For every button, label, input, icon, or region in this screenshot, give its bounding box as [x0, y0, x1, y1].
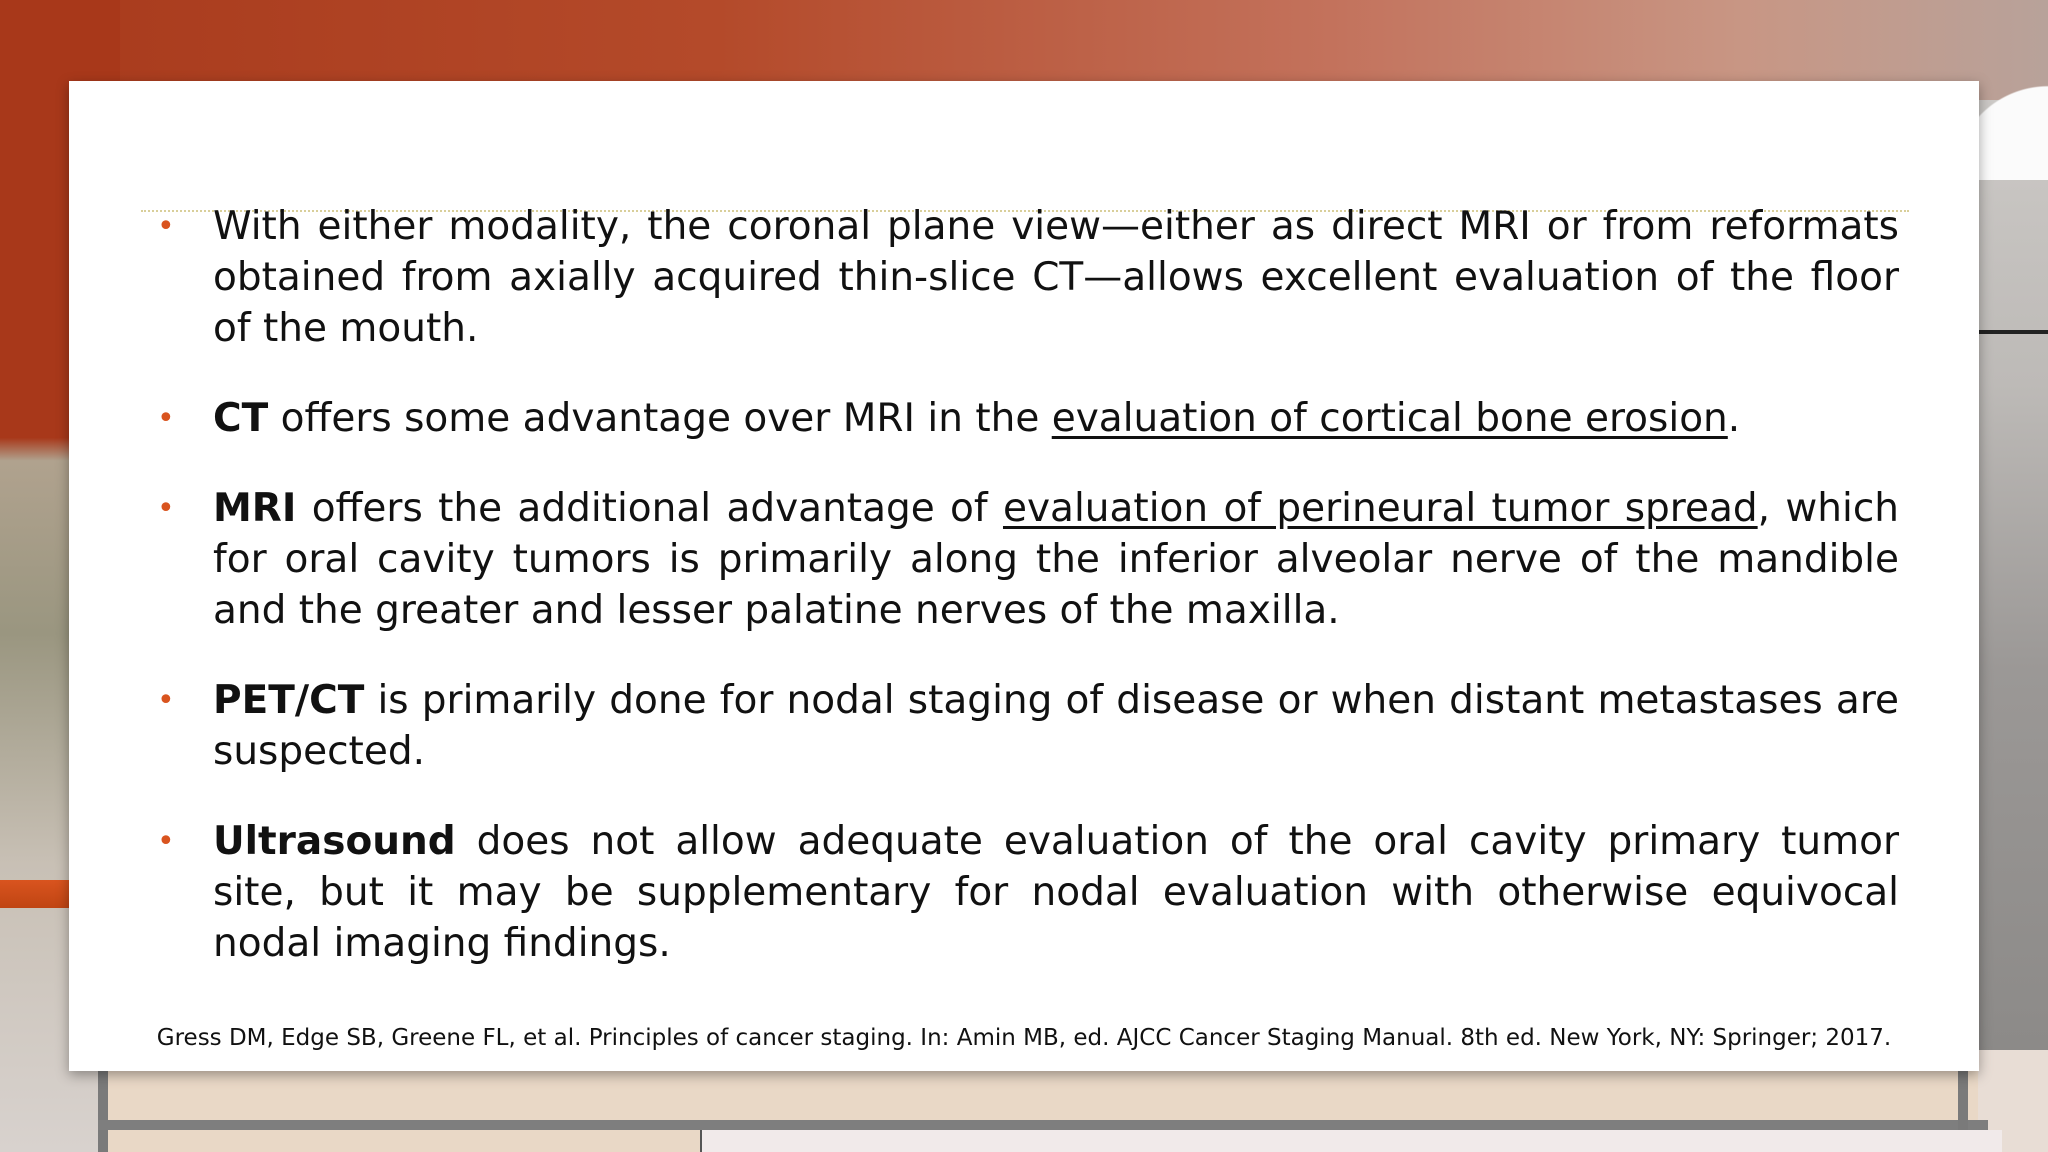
background-bottom-tile	[700, 1130, 2002, 1152]
bullet-icon: •	[157, 401, 175, 436]
bullet-icon: •	[157, 491, 175, 526]
bullet-text: offers the additional advantage of	[296, 486, 1003, 531]
bullet-item-ct	[149, 393, 1899, 444]
bullet-underlined: evaluation of perineural tumor spread	[1002, 486, 1758, 531]
bullet-lead: CT	[213, 396, 269, 441]
bullet-item-ultrasound	[149, 816, 1899, 969]
bullet-underlined: evaluation of cortical bone erosion	[1051, 396, 1728, 441]
bullet-lead: MRI	[213, 486, 297, 531]
background-accent-stripe	[0, 880, 80, 908]
bullet-item-modality	[149, 201, 1899, 354]
bullet-icon: •	[157, 824, 175, 859]
bullet-list	[149, 201, 1899, 1008]
bullet-item-mri	[149, 483, 1899, 636]
bullet-text: is primarily done for nodal staging of disease or when distant metastases are suspected.	[213, 678, 1899, 774]
bullet-icon: •	[157, 683, 175, 718]
bullet-text-end: , which for oral cavity tumors is primarily along the inferior alveolar nerve of the mandible and the greater and lesser palatine nerves of the maxilla.	[213, 486, 1899, 633]
bullet-icon: •	[157, 209, 175, 244]
citation-reference: Gress DM, Edge SB, Greene FL, et al. Principles of cancer staging. In: Amin MB, ed. AJCC Cancer Staging Manual. 8th ed. New York, NY: Springer; 2017.	[156, 1025, 1892, 1051]
bullet-text: offers some advantage over MRI in the	[268, 396, 1052, 441]
bullet-text: With either modality, the coronal plane view—either as direct MRI or from reformats obtained from axially acquired thin-slice CT—allows excellent evaluation of the floor of the mouth.	[213, 204, 1899, 351]
background-bottom-line	[98, 1120, 1988, 1130]
bullet-lead: PET/CT	[213, 678, 365, 723]
bullet-text-end: .	[1727, 396, 1741, 441]
slide-content	[69, 81, 1979, 1071]
bullet-lead: Ultrasound	[213, 819, 456, 864]
bullet-item-pet-ct	[149, 675, 1899, 777]
bullet-text: does not allow adequate evaluation of the oral cavity primary tumor site, but it may be supplementary for nodal evaluation with otherwise equivocal nodal imaging findings.	[213, 819, 1899, 966]
